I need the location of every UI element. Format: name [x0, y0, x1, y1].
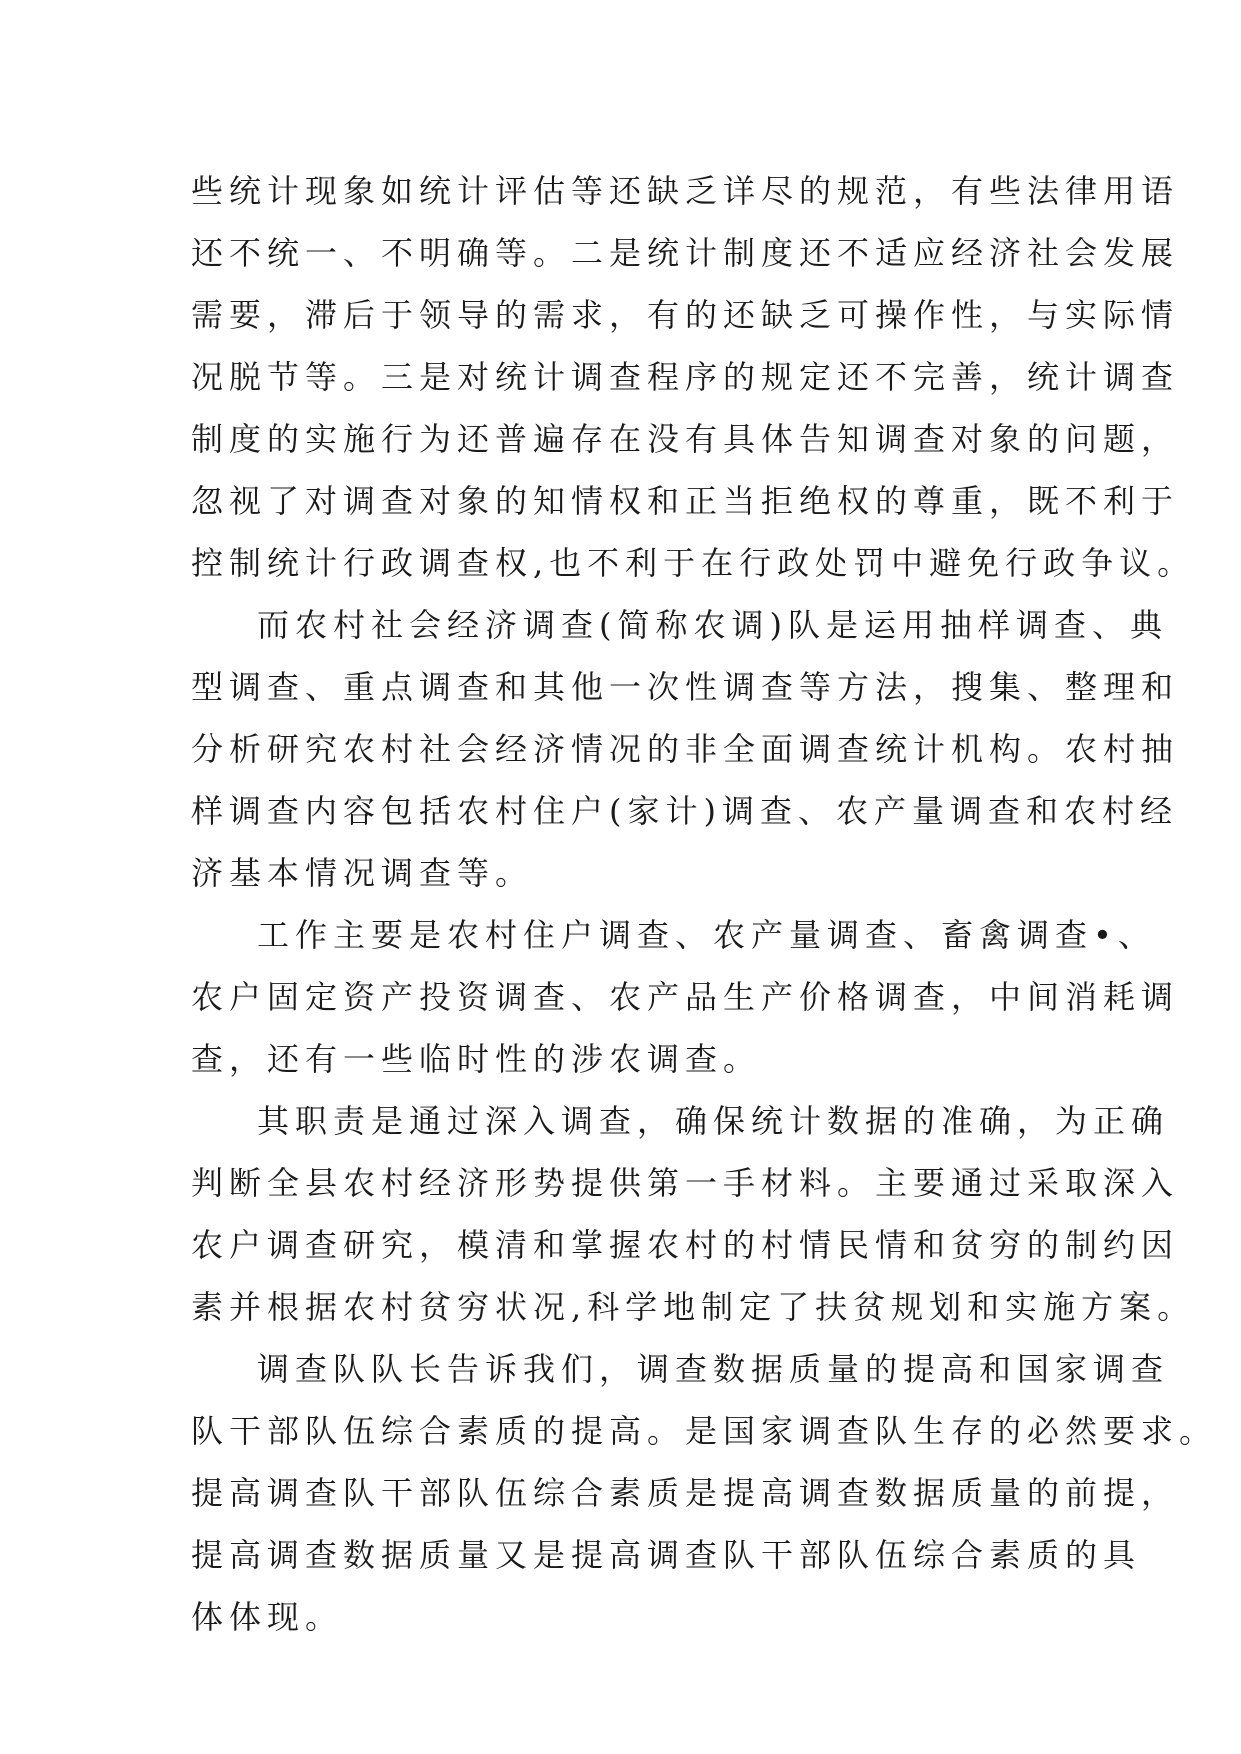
paragraph-3 — [191, 904, 1180, 1090]
paragraph-line: 调查队队长告诉我们，调查数据质量的提高和国家调查 — [257, 1350, 1170, 1388]
paragraph-1 — [191, 160, 1196, 594]
paragraph-4 — [191, 1090, 1196, 1338]
paragraph-5 — [191, 1338, 1218, 1648]
paragraph-line: 提高调查数据质量又是提高调查队干部队伍综合素质的具 — [191, 1536, 1142, 1574]
paragraph-line: 提高调查队干部队伍综合素质是提高调查数据质量的前提， — [191, 1474, 1180, 1512]
paragraph-line: 型调查、重点调查和其他一次性调查等方法，搜集、整理和 — [191, 668, 1180, 706]
document-body — [191, 160, 1218, 1648]
paragraph-line: 体体现。 — [191, 1598, 344, 1636]
paragraph-line: 而农村社会经济调查(简称农调)队是运用抽样调查、典 — [257, 606, 1168, 644]
paragraph-line: 农户固定资产投资调查、农产品生产价格调查，中间消耗调 — [191, 978, 1180, 1016]
paragraph-line: 况脱节等。三是对统计调查程序的规定还不完善，统计调查 — [191, 358, 1180, 396]
paragraph-line: 济基本情况调查等。 — [191, 854, 534, 892]
paragraph-2 — [191, 594, 1180, 904]
paragraph-line: 素并根据农村贫穷状况,科学地制定了扶贫规划和实施方案。 — [191, 1288, 1196, 1326]
paragraph-line: 分析研究农村社会经济情况的非全面调查统计机构。农村抽 — [191, 730, 1180, 768]
paragraph-line: 控制统计行政调查权,也不利于在行政处罚中避免行政争议。 — [191, 544, 1196, 582]
paragraph-line: 工作主要是农村住户调查、农产量调查、畜禽调查•、 — [257, 916, 1156, 954]
paragraph-line: 需要，滞后于领导的需求，有的还缺乏可操作性，与实际情 — [191, 296, 1180, 334]
paragraph-line: 样调查内容包括农村住户(家计)调查、农产量调查和农村经 — [191, 792, 1178, 830]
paragraph-line: 还不统一、不明确等。二是统计制度还不适应经济社会发展 — [191, 234, 1180, 272]
paragraph-line: 些统计现象如统计评估等还缺乏详尽的规范，有些法律用语 — [191, 172, 1180, 210]
paragraph-line: 忽视了对调查对象的知情权和正当拒绝权的尊重，既不利于 — [191, 482, 1180, 520]
paragraph-line: 农户调查研究，模清和掌握农村的村情民情和贫穷的制约因 — [191, 1226, 1180, 1264]
paragraph-line: 制度的实施行为还普遍存在没有具体告知调查对象的问题， — [191, 420, 1180, 458]
paragraph-line: 查，还有一些临时性的涉农调查。 — [191, 1040, 762, 1078]
paragraph-line: 其职责是通过深入调查，确保统计数据的准确，为正确 — [257, 1102, 1170, 1140]
paragraph-line: 队干部队伍综合素质的提高。是国家调查队生存的必然要求。 — [191, 1412, 1218, 1450]
paragraph-line: 判断全县农村经济形势提供第一手材料。主要通过采取深入 — [191, 1164, 1180, 1202]
